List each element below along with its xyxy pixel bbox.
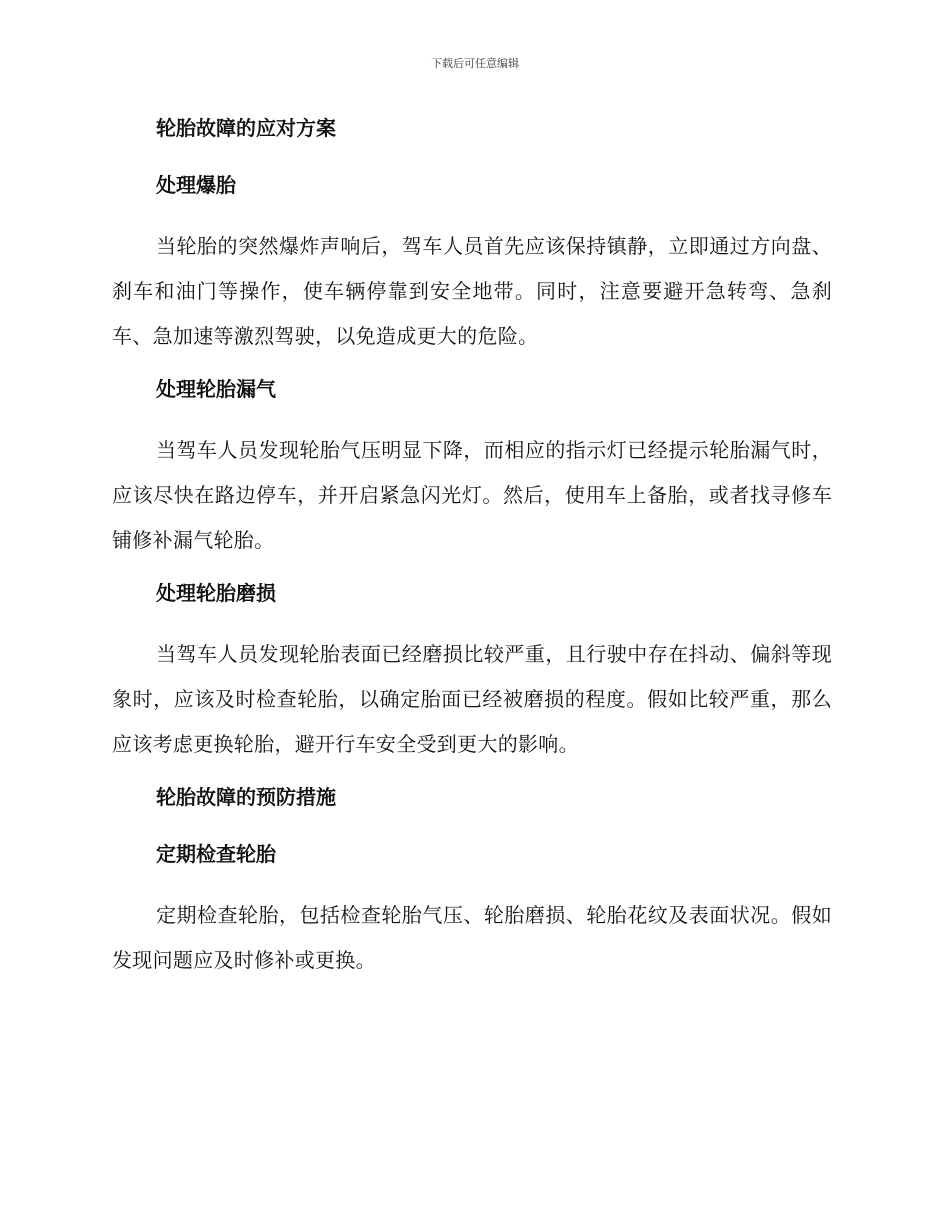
paragraph: 当轮胎的突然爆炸声响后，驾车人员首先应该保持镇静，立即通过方向盘、刹车和油门等操作，使车辆停靠到安全地带。同时，注意要避开急转弯、急刹车、急加速等激烈驾驶，以免造成更大的危险。 (112, 234, 832, 348)
subsection-heading: 定期检查轮胎 (156, 842, 276, 866)
subsection-heading: 处理轮胎磨损 (156, 581, 276, 605)
page-header-note: 下载后可任意编辑 (431, 57, 519, 70)
document-body (112, 110, 832, 995)
section-heading: 轮胎故障的预防措施 (156, 785, 336, 809)
paragraph: 当驾车人员发现轮胎气压明显下降，而相应的指示灯已经提示轮胎漏气时，应该尽快在路边停车，并开启紧急闪光灯。然后，使用车上备胎，或者找寻修车铺修补漏气轮胎。 (112, 438, 832, 552)
section-heading: 轮胎故障的应对方案 (156, 116, 336, 140)
paragraph: 定期检查轮胎，包括检查轮胎气压、轮胎磨损、轮胎花纹及表面状况。假如发现问题应及时修补或更换。 (112, 903, 832, 972)
subsection-heading: 处理轮胎漏气 (156, 377, 276, 401)
subsection-heading: 处理爆胎 (156, 173, 236, 197)
paragraph: 当驾车人员发现轮胎表面已经磨损比较严重，且行驶中存在抖动、偏斜等现象时，应该及时检查轮胎，以确定胎面已经被磨损的程度。假如比较严重，那么应该考虑更换轮胎，避开行车安全受到更大的影响。 (112, 642, 832, 756)
